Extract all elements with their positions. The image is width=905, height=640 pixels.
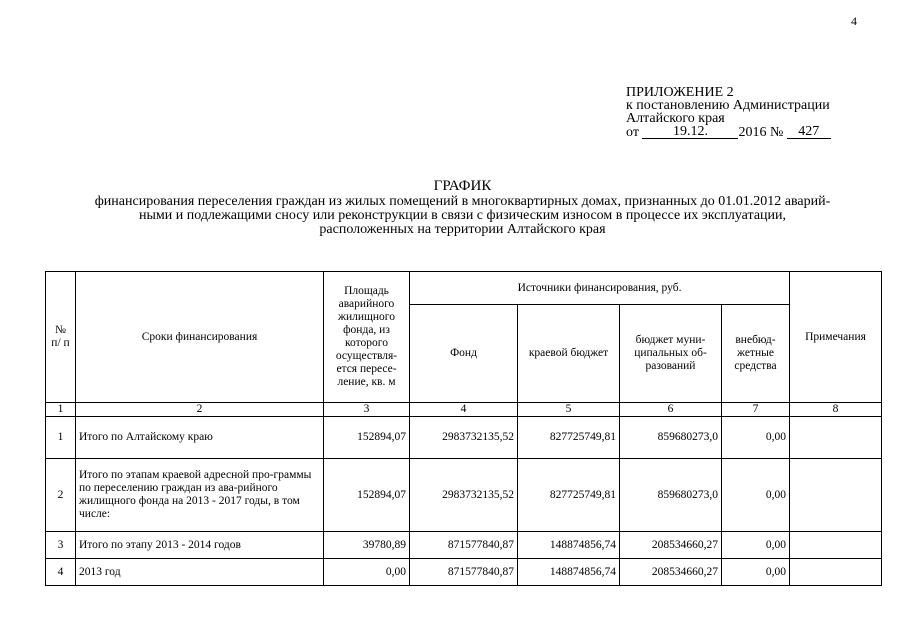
row-num: 1: [46, 417, 76, 459]
row-notes: [790, 417, 882, 459]
document-title: ГРАФИК: [433, 178, 492, 194]
row-offbudget: 0,00: [722, 417, 790, 459]
subtitle-line-2: ными и подлежащими сносу или реконструкции в связи с физическим износом в процессе их эксплуатации,: [138, 208, 787, 223]
row-area: 0,00: [324, 559, 410, 586]
page-number: 4: [851, 14, 857, 28]
header-sources: Источники финансирования, руб.: [410, 272, 790, 305]
appendix-date-row: [626, 125, 866, 139]
row-regional: 827725749,81: [518, 459, 620, 532]
row-municipal: 208534660,27: [620, 532, 722, 559]
col-number: 4: [410, 403, 518, 417]
row-fund: 2983732135,52: [410, 417, 518, 459]
header-area: Площадь аварийного жилищного фонда, из которого осуществля-ется пересе-ление, кв. м: [324, 272, 410, 403]
header-fund: Фонд: [410, 305, 518, 403]
col-number: 1: [46, 403, 76, 417]
row-area: 39780,89: [324, 532, 410, 559]
row-offbudget: 0,00: [722, 559, 790, 586]
row-fund: 871577840,87: [410, 559, 518, 586]
row-num: 3: [46, 532, 76, 559]
col-number: 3: [324, 403, 410, 417]
row-period: 2013 год: [76, 559, 324, 586]
table-row: [46, 459, 882, 532]
from-label: от: [626, 125, 639, 140]
subtitle-line-3: расположенных на территории Алтайского края: [319, 222, 606, 237]
appendix-block: [626, 86, 866, 139]
row-num: 4: [46, 559, 76, 586]
row-fund: 2983732135,52: [410, 459, 518, 532]
row-notes: [790, 559, 882, 586]
col-number: 7: [722, 403, 790, 417]
row-num: 2: [46, 459, 76, 532]
row-period: Итого по этапам краевой адресной про-граммы по переселению граждан из ава-рийного жилищного фонда на 2013 - 2017 годы, в том числе:: [76, 459, 324, 532]
row-regional: 148874856,74: [518, 532, 620, 559]
col-number: 5: [518, 403, 620, 417]
header-municipal: бюджет муни-ципальных об-разований: [620, 305, 722, 403]
row-regional: 827725749,81: [518, 417, 620, 459]
appendix-line-1: к постановлению Администрации: [626, 98, 830, 113]
row-area: 152894,07: [324, 459, 410, 532]
decree-year: 2016: [738, 125, 767, 140]
appendix-line-2: Алтайского края: [626, 111, 725, 126]
header-offbudget: внебюд-жетные средства: [722, 305, 790, 403]
header-notes: Примечания: [790, 272, 882, 403]
row-notes: [790, 532, 882, 559]
subtitle-line-1: финансирования переселения граждан из жилых помещений в многоквартирных домах, признанных до 01.01.2012 аварий-: [94, 194, 831, 209]
column-number-row: [46, 403, 882, 417]
row-fund: 871577840,87: [410, 532, 518, 559]
row-municipal: 859680273,0: [620, 417, 722, 459]
financing-table: [45, 271, 882, 586]
table-row: [46, 559, 882, 586]
decree-date: 19.12.: [642, 125, 738, 139]
row-notes: [790, 459, 882, 532]
row-municipal: 859680273,0: [620, 459, 722, 532]
row-period: Итого по этапу 2013 - 2014 годов: [76, 532, 324, 559]
col-number: 6: [620, 403, 722, 417]
row-municipal: 208534660,27: [620, 559, 722, 586]
col-number: 2: [76, 403, 324, 417]
table-row: [46, 532, 882, 559]
header-regional: краевой бюджет: [518, 305, 620, 403]
header-num: № п/ п: [46, 272, 76, 403]
header-period: Сроки финансирования: [76, 272, 324, 403]
row-offbudget: 0,00: [722, 532, 790, 559]
row-regional: 148874856,74: [518, 559, 620, 586]
row-area: 152894,07: [324, 417, 410, 459]
appendix-title: ПРИЛОЖЕНИЕ 2: [626, 85, 734, 100]
number-sign: №: [769, 125, 784, 140]
table-row: [46, 417, 882, 459]
document-heading: [40, 178, 885, 237]
row-offbudget: 0,00: [722, 459, 790, 532]
decree-number: 427: [787, 125, 831, 139]
row-period: Итого по Алтайскому краю: [76, 417, 324, 459]
col-number: 8: [790, 403, 882, 417]
